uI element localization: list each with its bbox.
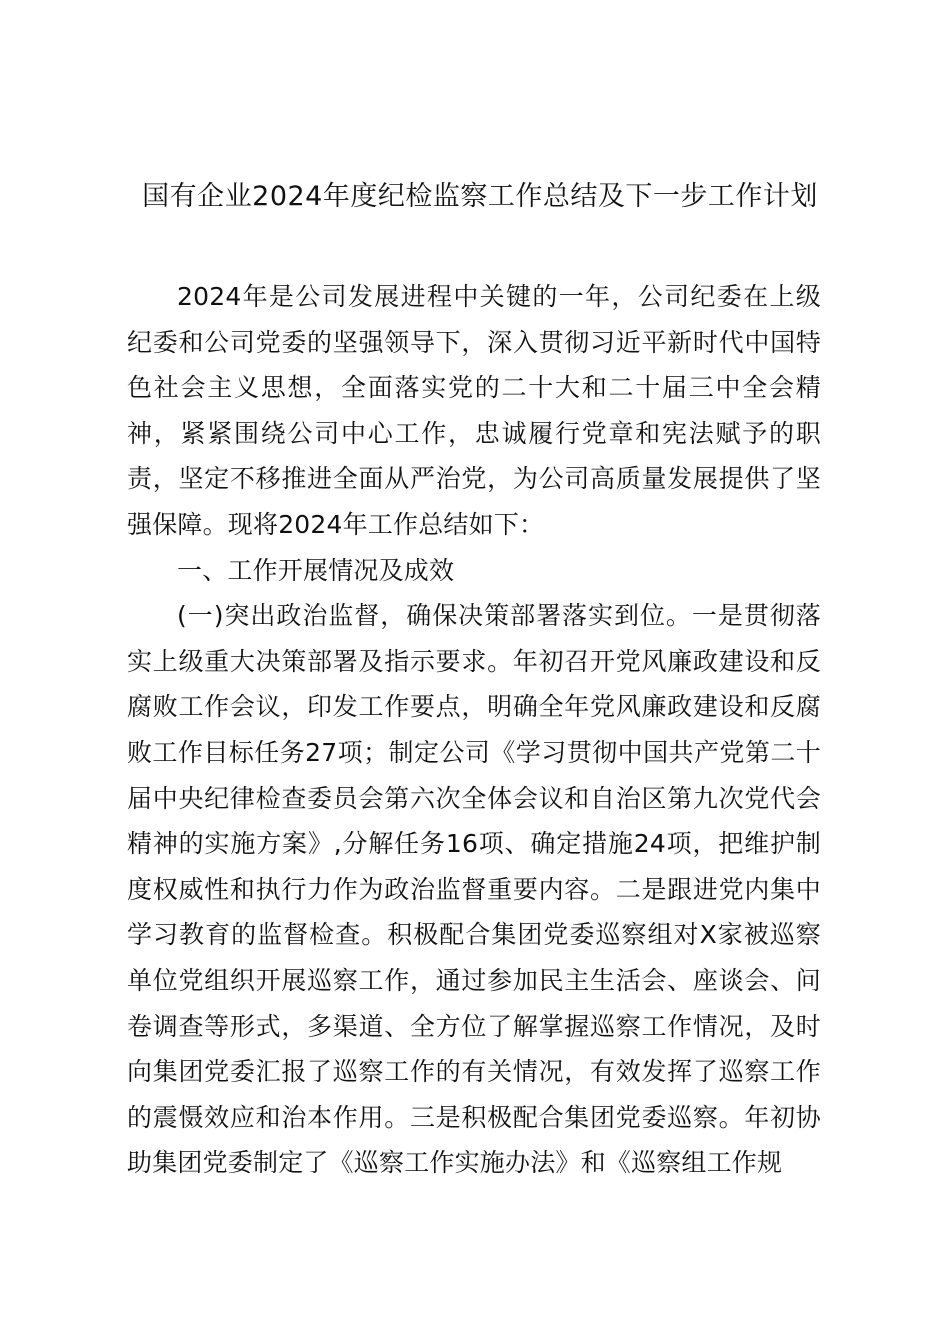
document-body <box>127 274 821 1186</box>
document-title: 国有企业2024年度纪检监察工作总结及下一步工作计划 <box>142 181 818 212</box>
intro-paragraph: 2024年是公司发展进程中关键的一年，公司纪委在上级纪委和公司党委的坚强领导下，深入贯彻习近平新时代中国特色社会主义思想，全面落实党的二十大和二十届三中全会精神，紧紧围绕公司中心工作，忠诚履行党章和宪法赋予的职责，坚定不移推进全面从严治党，为公司高质量发展提供了坚强保障。现将2024年工作总结如下： <box>127 282 821 539</box>
body-paragraph: (一)突出政治监督，确保决策部署落实到位。一是贯彻落实上级重大决策部署及指示要求。年初召开党风廉政建设和反腐败工作会议，印发工作要点，明确全年党风廉政建设和反腐败工作目标任务27项；制定公司《学习贯彻中国共产党第二十届中央纪律检查委员会第六次全体会议和自治区第九次党代会精神的实施方案》,分解任务16项、确定措施24项，把维护制度权威性和执行力作为政治监督重要内容。二是跟进党内集中学习教育的监督检查。积极配合集团党委巡察组对X家被巡察单位党组织开展巡察工作，通过参加民主生活会、座谈会、问卷调查等形式，多渠道、全方位了解掌握巡察工作情况，及时向集团党委汇报了巡察工作的有关情况，有效发挥了巡察工作的震慑效应和治本作用。三是积极配合集团党委巡察。年初协助集团党委制定了《巡察工作实施办法》和《巡察组工作规 <box>127 601 821 1178</box>
section-heading: 一、工作开展情况及成效 <box>177 555 455 585</box>
